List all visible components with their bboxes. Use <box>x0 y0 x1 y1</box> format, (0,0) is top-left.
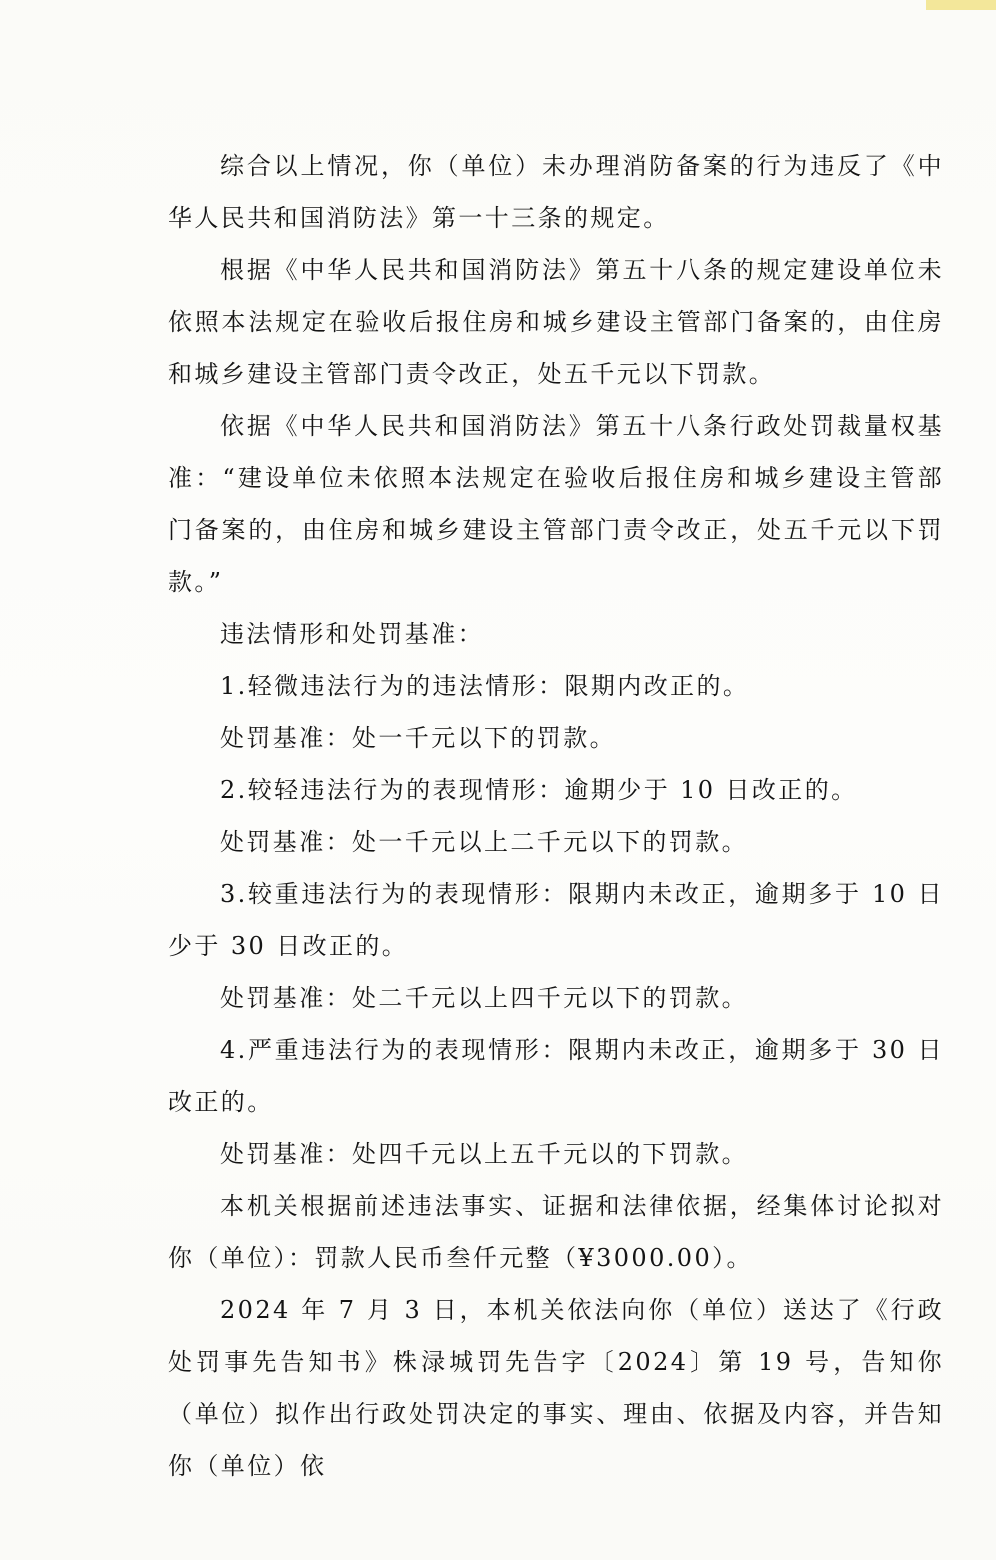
paragraph-decision: 本机关根据前述违法事实、证据和法律依据，经集体讨论拟对你（单位）：罚款人民币叁仟元整（¥3000.00）。 <box>168 1192 944 1272</box>
paragraph-case-2: 2.较轻违法行为的表现情形：逾期少于 10 日改正的。 <box>220 776 858 804</box>
paragraph-case-4: 4.严重违法行为的表现情形：限期内未改正，逾期多于 30 日改正的。 <box>168 1036 944 1116</box>
paragraph-penalty-2: 处罚基准：处一千元以上二千元以下的罚款。 <box>220 828 748 856</box>
paragraph-standards-heading: 违法情形和处罚基准： <box>220 620 484 648</box>
paragraph-discretion-standard: 依据《中华人民共和国消防法》第五十八条行政处罚裁量权基准：“建设单位未依照本法规定在验收后报住房和城乡建设主管部门备案的，由住房和城乡建设主管部门责令改正，处五千元以下罚款。” <box>168 412 944 596</box>
paragraph-penalty-1: 处罚基准：处一千元以下的罚款。 <box>220 724 616 752</box>
paragraph-case-3: 3.较重违法行为的表现情形：限期内未改正，逾期多于 10 日少于 30 日改正的。 <box>168 880 944 960</box>
paragraph-notice-served: 2024 年 7 月 3 日，本机关依法向你（单位）送达了《行政处罚事先告知书》株渌城罚先告字〔2024〕第 19 号，告知你（单位）拟作出行政处罚决定的事实、理由、依据及内容，并告知你（单位）依 <box>168 1296 944 1480</box>
paragraph-case-1: 1.轻微违法行为的违法情形：限期内改正的。 <box>220 672 750 700</box>
corner-tape-mark <box>926 0 996 10</box>
paragraph-penalty-4: 处罚基准：处四千元以上五千元以的下罚款。 <box>220 1140 748 1168</box>
paragraph-legal-basis: 根据《中华人民共和国消防法》第五十八条的规定建设单位未依照本法规定在验收后报住房和城乡建设主管部门备案的，由住房和城乡建设主管部门责令改正，处五千元以下罚款。 <box>168 256 944 388</box>
paragraph-penalty-3: 处罚基准：处二千元以上四千元以下的罚款。 <box>220 984 748 1012</box>
paragraph-violation-summary: 综合以上情况，你（单位）未办理消防备案的行为违反了《中华人民共和国消防法》第一十三条的规定。 <box>168 152 944 232</box>
document-body <box>168 140 944 1492</box>
